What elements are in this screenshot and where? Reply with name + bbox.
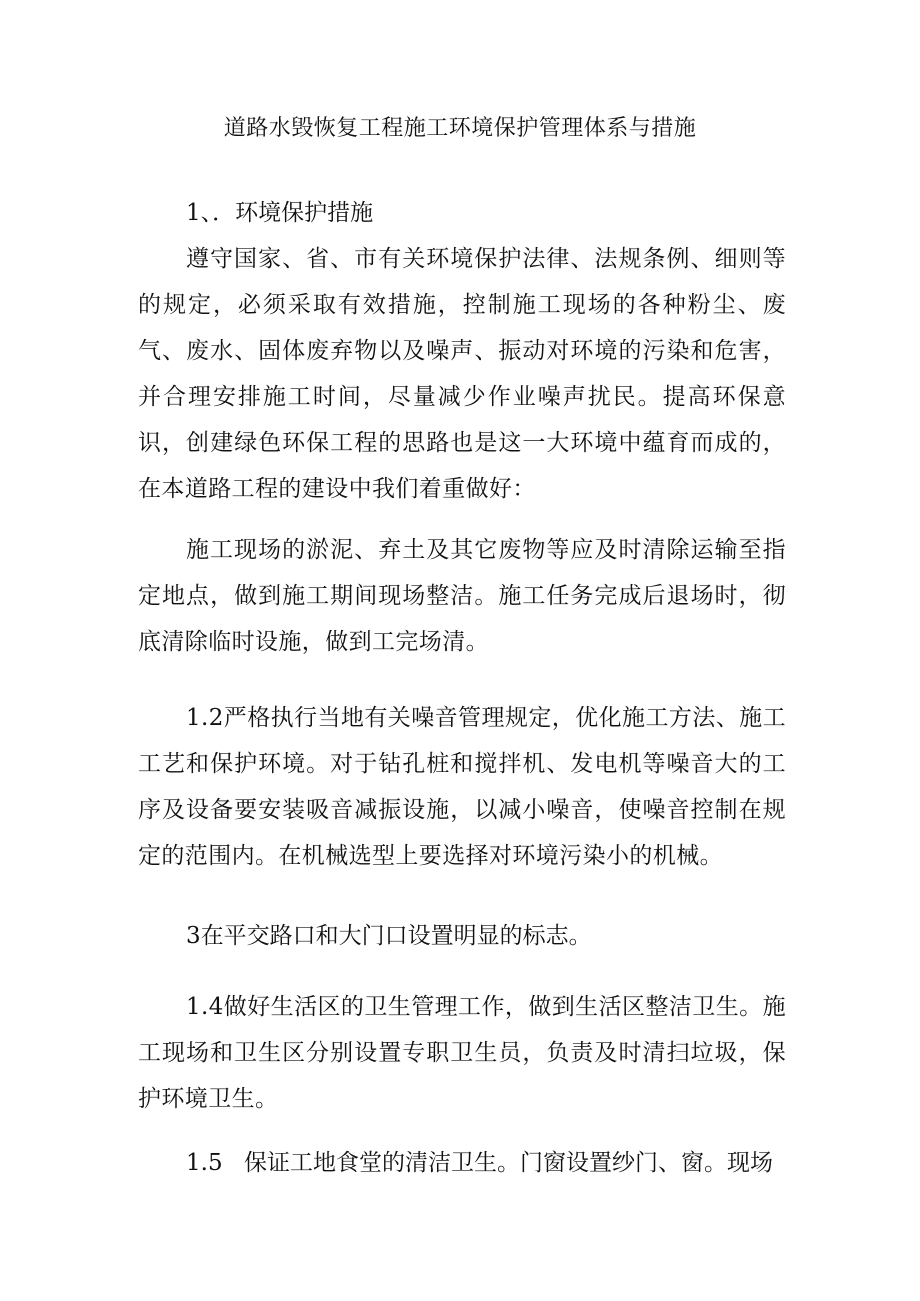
paragraph-signage: 3在平交路口和大门口设置明显的标志。 bbox=[186, 923, 592, 949]
paragraph-text: 保证工地食堂的清洁卫生。门窗设置纱门、窗。现场 bbox=[244, 1150, 773, 1176]
paragraph-site-cleanup: 施工现场的淤泥、弃土及其它废物等应及时清除运输至指定地点，做到施工期间现场整洁。施工任务完成后退场时，彻底清除临时设施，做到工完场清。 bbox=[138, 537, 786, 655]
paragraph-canteen-hygiene bbox=[186, 1140, 773, 1186]
paragraph-regulations: 遵守国家、省、市有关环境保护法律、法规条例、细则等的规定，必须采取有效措施，控制施工现场的各种粉尘、废气、废水、固体废弃物以及噪声、振动对环境的污染和危害，并合理安排施工时间，尽量减少作业噪声扰民。提高环保意识，创建绿色环保工程的思路也是这一大环境中蕴育而成的，在本道路工程的建设中我们着重做好： bbox=[138, 246, 786, 502]
paragraph-number: 1.5 bbox=[186, 1150, 223, 1176]
paragraph-living-area-hygiene: 1.4做好生活区的卫生管理工作，做到生活区整洁卫生。施工现场和卫生区分别设置专职卫生员，负责及时清扫垃圾，保护环境卫生。 bbox=[138, 994, 786, 1112]
paragraph-noise-control: 1.2严格执行当地有关噪音管理规定，优化施工方法、施工工艺和保护环境。对于钻孔桩和搅拌机、发电机等噪音大的工序及设备要安装吸音减振设施，以减小噪音，使噪音控制在规定的范围内。在机械选型上要选择对环境污染小的机械。 bbox=[138, 705, 786, 869]
section-heading-environmental-measures: 1、．环境保护措施 bbox=[186, 200, 374, 226]
document-title: 道路水毁恢复工程施工环境保护管理体系与措施 bbox=[223, 116, 697, 141]
